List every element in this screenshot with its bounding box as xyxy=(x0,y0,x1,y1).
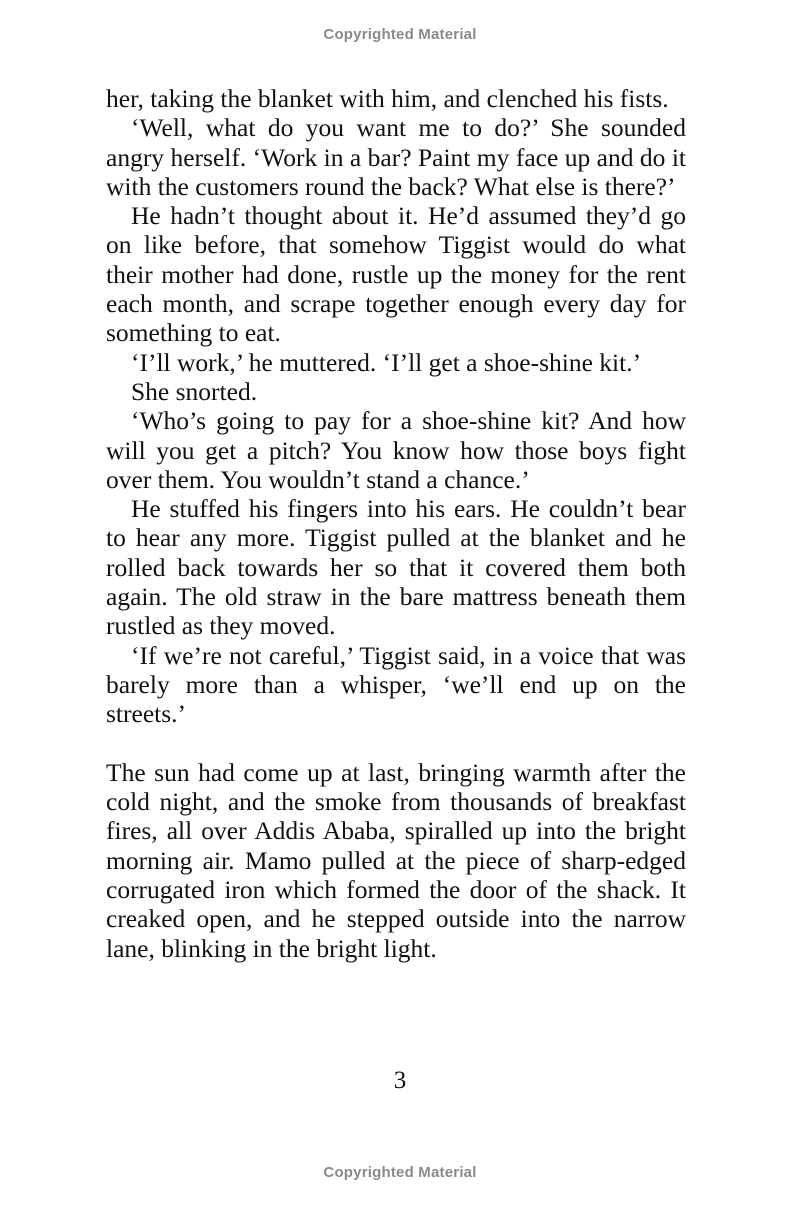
paragraph: ‘If we’re not careful,’ Tiggist said, in a voice that was barely more than a whisper, ‘we’ll end up on the streets.’ xyxy=(106,640,686,729)
paragraph: He hadn’t thought about it. He’d assumed they’d go on like before, that somehow Tiggist would do what their mother had done, rustle up the money for the rent each month, and scrape together enough every day for something to eat. xyxy=(106,201,686,348)
paragraph: her, taking the blanket with him, and clenched his fists. xyxy=(106,84,669,113)
page-number: 3 xyxy=(393,1067,407,1094)
paragraph: ‘Who’s going to pay for a shoe-shine kit? And how will you get a pitch? You know how those boys fight over them. You wouldn’t stand a chance.’ xyxy=(106,406,686,494)
page-body xyxy=(106,84,686,963)
paragraph-section-start: The sun had come up at last, bringing warmth after the cold night, and the smoke from thousands of breakfast fires, all over Addis Ababa, spiralled up into the bright morning air. Mamo pulled at the piece of sharp-edged corrugated iron which formed the door of the shack. It creaked open, and he stepped outside into the narrow lane, blinking in the bright light. xyxy=(106,757,686,963)
paragraph: ‘I’ll work,’ he muttered. ‘I’ll get a shoe-shine kit.’ xyxy=(131,347,642,377)
paragraph: He stuffed his fingers into his ears. He couldn’t bear to hear any more. Tiggist pulled at the blanket and he rolled back towards her so that it covered them both again. The old straw in the bare mattress beneath them rustled as they moved. xyxy=(106,494,686,641)
watermark-top: Copyrighted Material xyxy=(323,26,477,43)
paragraph: ‘Well, what do you want me to do?’ She sounded angry herself. ‘Work in a bar? Paint my face up and do it with the customers round the back? What else is there?’ xyxy=(106,113,686,201)
watermark-bottom: Copyrighted Material xyxy=(323,1164,477,1181)
paragraph: She snorted. xyxy=(131,376,258,406)
